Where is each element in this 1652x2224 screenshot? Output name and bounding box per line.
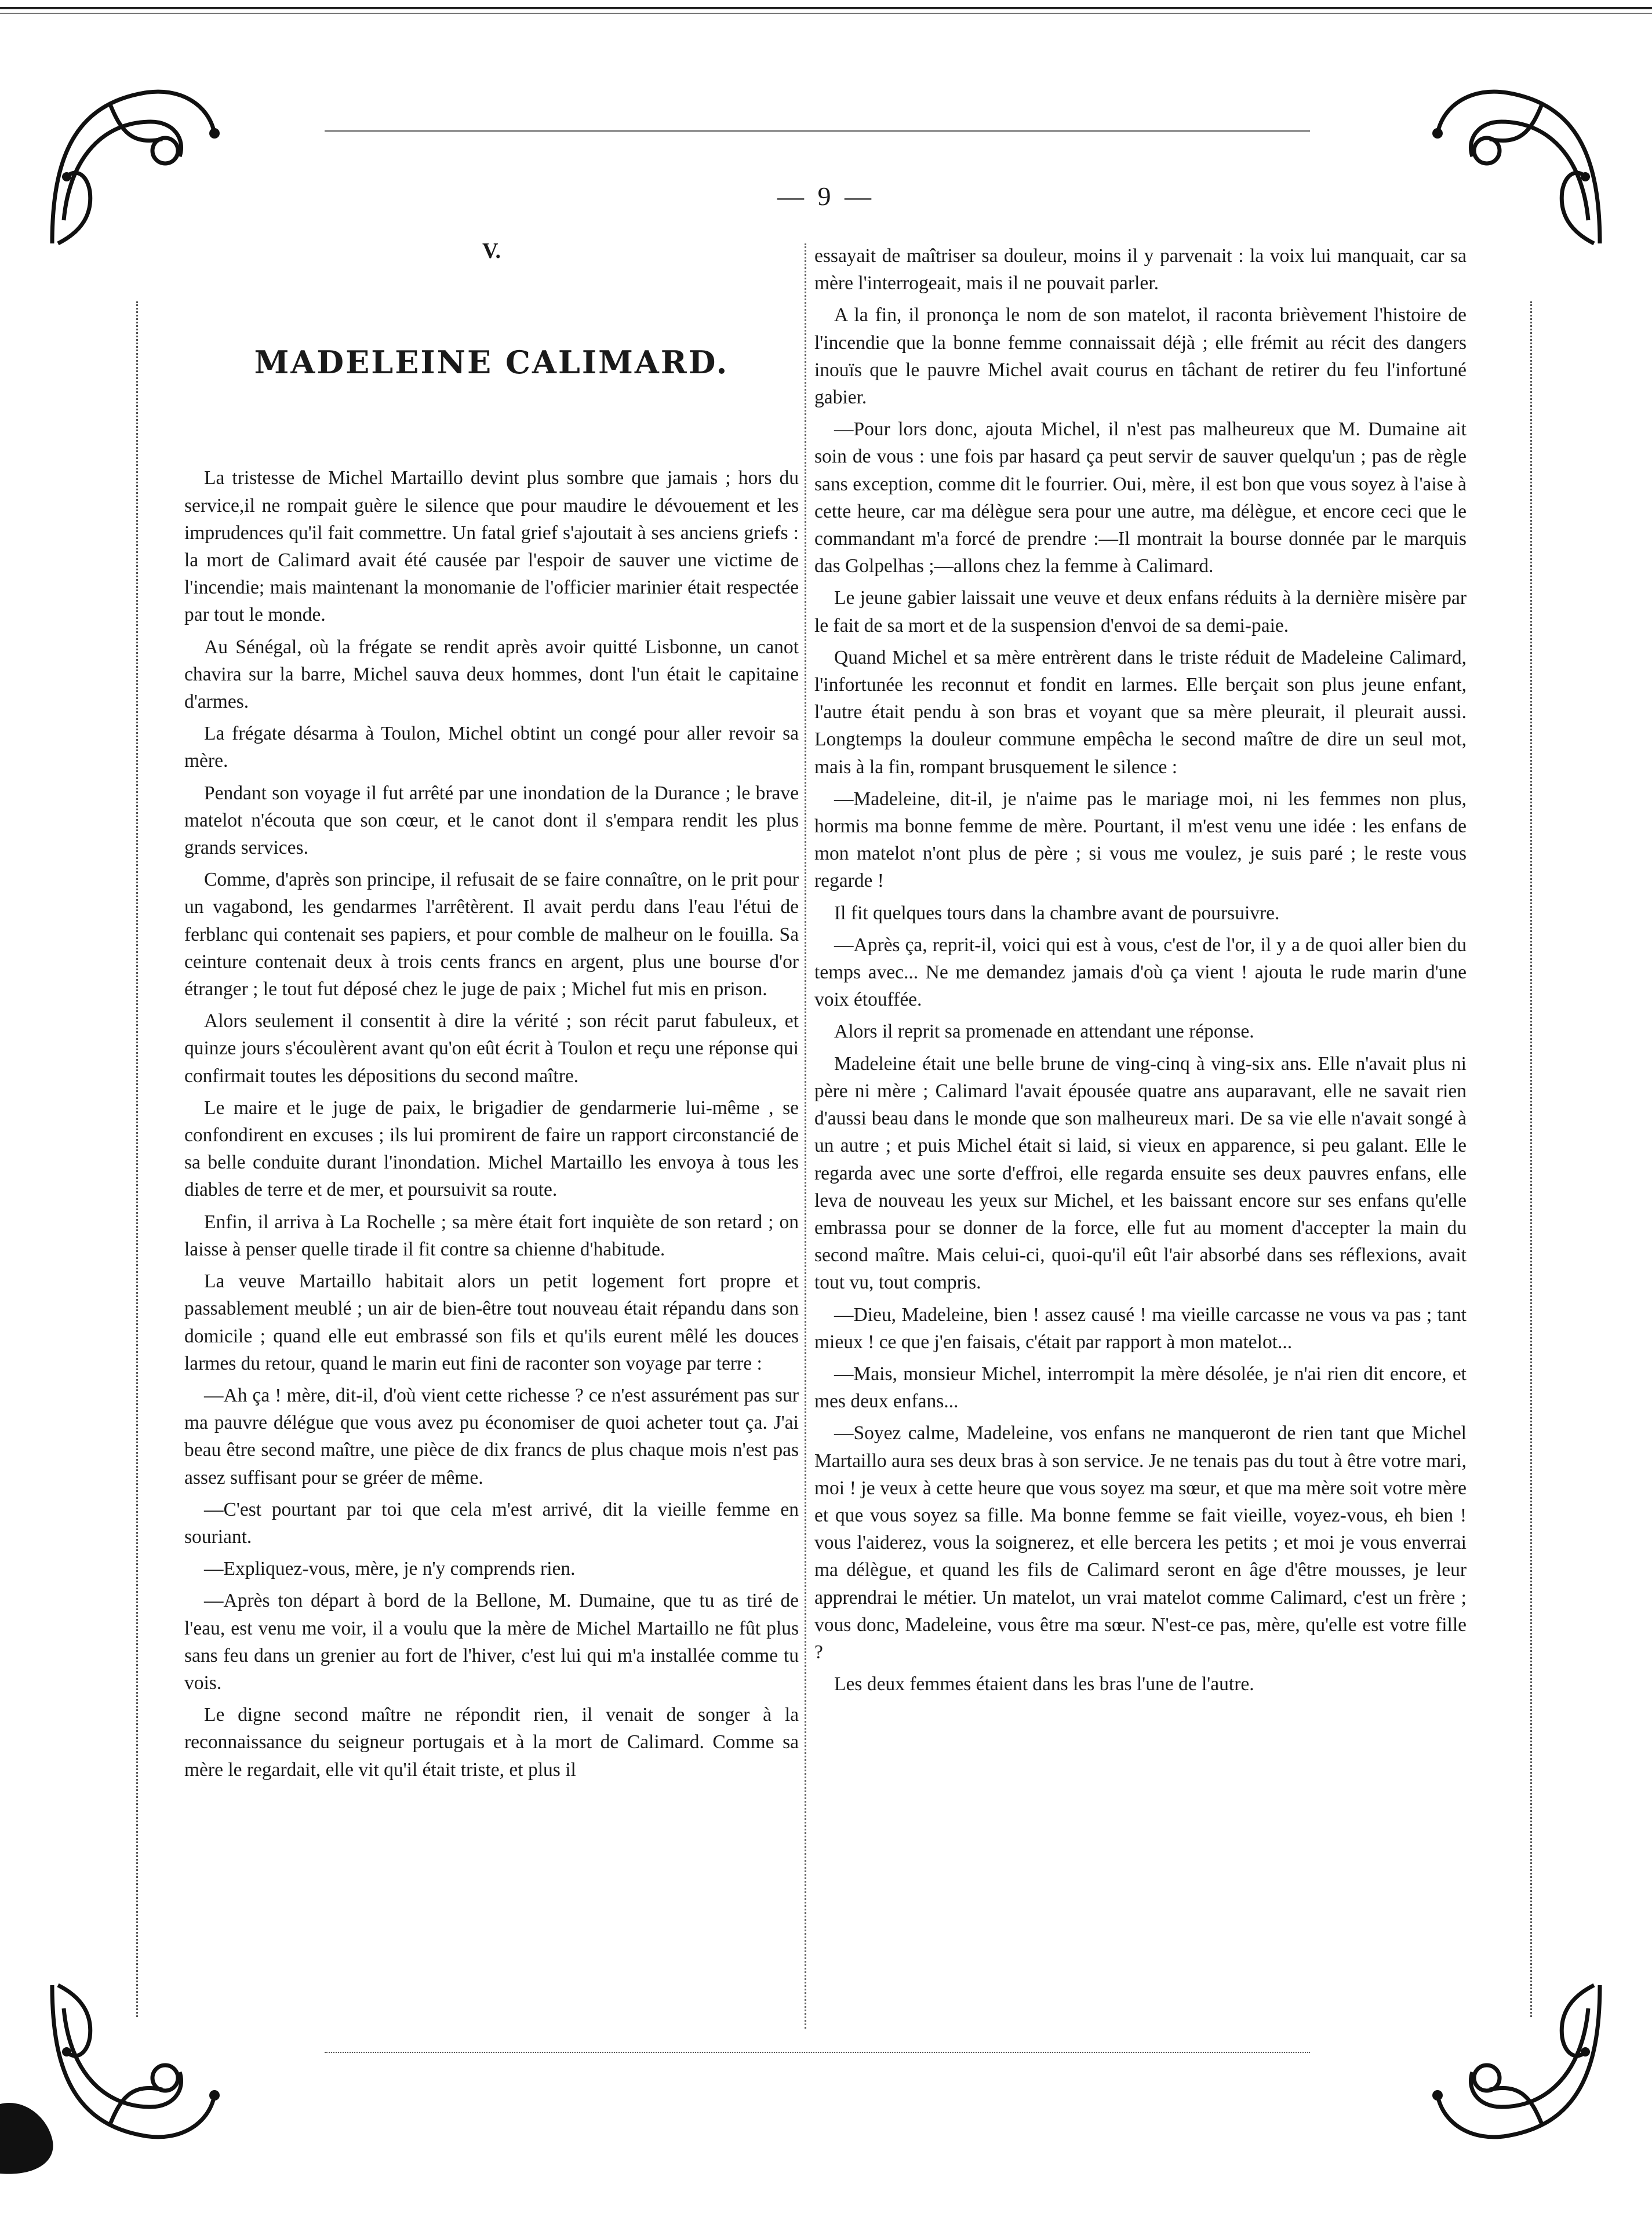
paragraph: —Pour lors donc, ajouta Michel, il n'est pas malheureux que M. Dumaine ait soin de vous : une fois par hasard ça peut servir de sauver quelqu'un ; pas de règle sans exception, comme dit le fourrier. Oui, mère, il est bon que vous soyez à l'aise à cette heure, car ma délègue sera pour une autre, ma délègue, et encore ceci que le commandant m'a forcé de prendre :—Il montrait la bourse donnée par le marquis das Golpelhas ;—allons chez la femme à Calimard. — [814, 418, 1467, 577]
paragraph: —Soyez calme, Madeleine, vos enfans ne manqueront de rien tant que Michel Martaillo aura ses deux bras à son service. Je ne tenais pas du tout à être votre mari, moi ! je veux à cette heure que vous soyez ma sœur, et que ma mère soit votre mère et que vous soyez sa fille. Ma bonne femme se fait vieille, voyez-vous, eh bien ! vous l'aiderez, vous la soignerez, et elle bercera les petits ; et moi je vous enverrai ma délègue, et quand les fils de Calimard seront en âge d'être mousses, je leur apprendrai le métier. Un matelot, un vrai matelot comme Calimard, c'est un frère ; vous donc, Madeleine, vous être ma sœur. N'est-ce pas, mère, qu'elle est votre fille ? — [814, 1422, 1467, 1663]
top-right-ornament-icon — [1420, 70, 1611, 261]
paragraph: Comme, d'après son principe, il refusait de se faire connaître, on le prit pour un vagabond, les gendarmes l'arrêtèrent. Il avait perdu dans l'eau l'étui de ferblanc qui contenait ses papiers, et pour comble de malheur on le fouilla. Sa ceinture contenait deux à trois cents francs en argent, plus une bourse d'or étranger ; le tout fut déposé chez le juge de paix ; Michel fut mis en prison. — [184, 869, 799, 1000]
paragraph: —Ah ça ! mère, dit-il, d'où vient cette richesse ? ce n'est assurément pas sur ma pauvre délégue que vous avez pu économiser de quoi acheter tout ça. J'ai beau être second maître, une pièce de dix francs de plus chaque mois n'est pas assez suffisant pour se gréer de même. — [184, 1384, 799, 1488]
paragraph: Madeleine était une belle brune de ving-cinq à ving-six ans. Elle n'avait plus ni père ni mère ; Calimard l'avait épousée quatre ans auparavant, elle ne savait rien d'aussi beau dans le monde que son malheureux mari. De sa vie elle n'avait songé à un autre ; et puis Michel était si laid, si vieux en apparence, si peu galant. Elle le regarda avec une sorte d'effroi, elle regarda ensuite ses deux pauvres enfans, elle leva de nouveau les yeux sur Michel, et les baissant encore sur ses enfans qu'elle embrassa pour se donner de la force, elle fut au moment d'accepter la main du second maître. Mais celui-ci, quoi-qu'il eût l'air absorbé dans ses réflexions, avait tout vu, tout compris. — [814, 1053, 1467, 1294]
bottom-left-ornament-icon — [41, 1968, 232, 2159]
left-column — [184, 238, 799, 1788]
frame-right-rule — [1530, 301, 1532, 2017]
top-border-rule — [0, 7, 1652, 9]
paragraph: La frégate désarma à Toulon, Michel obtint un congé pour aller revoir sa mère. — [184, 723, 799, 772]
column-divider — [805, 243, 806, 2029]
paragraph: Le digne second maître ne répondit rien, il venait de songer à la reconnaissance du seigneur portugais et à la mort de Calimard. Comme sa mère le regardait, elle vit qu'il était triste, et plus il — [184, 1704, 799, 1781]
paragraph: —Après ça, reprit-il, voici qui est à vous, c'est de l'or, il y a de quoi aller bien du temps avec... Ne me demandez jamais d'où ça vient ! ajouta le rude marin d'une voix étouffée. — [814, 934, 1467, 1011]
paragraph: —Mais, monsieur Michel, interrompit la mère désolée, je n'ai rien dit encore, et mes deux enfans... — [814, 1363, 1467, 1413]
ink-stain-icon — [0, 2098, 64, 2179]
paragraph: —Après ton départ à bord de la Bellone, M. Dumaine, que tu as tiré de l'eau, est venu me voir, il a voulu que la mère de Michel Martaillo ne fût plus sans feu dans un grenier au fort de l'hiver, c'est lui qui m'a installée comme tu vois. — [184, 1590, 799, 1694]
paragraph: Pendant son voyage il fut arrêté par une inondation de la Durance ; le brave matelot n'écouta que son cœur, et le canot dont il s'empara rendit les plus grands services. — [184, 782, 799, 859]
paragraph: Au Sénégal, où la frégate se rendit après avoir quitté Lisbonne, un canot chavira sur la barre, Michel sauva deux hommes, dont l'un était le capitaine d'armes. — [184, 636, 799, 713]
paragraph: —Expliquez-vous, mère, je n'y comprends rien. — [204, 1558, 576, 1580]
paragraph: La tristesse de Michel Martaillo devint plus sombre que jamais ; hors du service,il ne rompait guère le silence que pour maudire le dévouement et les imprudences qu'il fait commettre. Un fatal grief s'ajoutait à ses anciens griefs : la mort de Calimard avait été causée par l'espoir de sauver une victime de l'incendie; mais maintenant la monomanie de l'officier marinier était respectée par tout le monde. — [184, 467, 799, 626]
frame-left-rule — [136, 301, 138, 2017]
frame-bottom-rule — [325, 2052, 1310, 2053]
paragraph: —Dieu, Madeleine, bien ! assez causé ! ma vieille carcasse ne vous va pas ; tant mieux ! ce que j'en faisais, c'était par rapport à mon matelot... — [814, 1304, 1467, 1353]
paragraph: Quand Michel et sa mère entrèrent dans le triste réduit de Madeleine Calimard, l'infortunée les reconnut et fondit en larmes. Elle berçait son plus jeune enfant, l'autre était pendu à son bras et voyant que sa mère pleurait, il pleurait aussi. Longtemps la douleur commune empêcha le second maître de dire un seul mot, mais à la fin, rompant brusquement le silence : — [814, 646, 1467, 778]
bottom-right-ornament-icon — [1420, 1968, 1611, 2159]
paragraph: La veuve Martaillo habitait alors un petit logement fort propre et passablement meublé ; un air de bien-être tout nouveau était répandu dans son domicile ; quand elle eut embrassé son fils et qu'ils eurent mêlé les douces larmes du retour, quand le marin eut fini de raconter son voyage par terre : — [184, 1271, 799, 1374]
paragraph: Les deux femmes étaient dans les bras l'une de l'autre. — [834, 1673, 1254, 1695]
paragraph: Alors il reprit sa promenade en attendant une réponse. — [834, 1021, 1254, 1043]
paragraph: —C'est pourtant par toi que cela m'est arrivé, dit la vieille femme en souriant. — [184, 1498, 799, 1548]
page-number: — 9 — — [777, 181, 875, 211]
paragraph: —Madeleine, dit-il, je n'aime pas le mariage moi, ni les femmes non plus, hormis ma bonne femme de mère. Pourtant, il m'est venu une idée : les enfans de mon matelot n'ont plus de père ; si vous me voulez, je suis paré ; le reste vous regarde ! — [814, 788, 1467, 892]
top-left-ornament-icon — [41, 70, 232, 261]
paragraph: Le maire et le juge de paix, le brigadier de gendarmerie lui-même , se confondirent en excuses ; ils lui promirent de faire un rapport circonstancié de sa belle conduite durant l'inondation. Michel Martaillo les envoya à tous les diables de terre et de mer, et poursuivit sa route. — [184, 1097, 799, 1201]
frame-top-rule — [325, 130, 1310, 132]
paragraph: Il fit quelques tours dans la chambre avant de poursuivre. — [834, 902, 1280, 924]
top-border-rule-thin — [0, 13, 1652, 14]
right-column — [814, 242, 1467, 1702]
paragraph: Alors seulement il consentit à dire la vérité ; son récit parut fabuleux, et quinze jours s'écoulèrent avant qu'on eût écrit à Toulon et reçu une réponse qui confirmait toutes les dépositions du second maître. — [184, 1010, 799, 1087]
paragraph: essayait de maîtriser sa douleur, moins il y parvenait : la voix lui manquait, car sa mère l'interrogeait, mais il ne pouvait parler. — [814, 245, 1467, 294]
paragraph: Le jeune gabier laissait une veuve et deux enfans réduits à la dernière misère par le fait de sa mort et de la suspension d'envoi de sa demi-paie. — [814, 587, 1467, 636]
paragraph: Enfin, il arriva à La Rochelle ; sa mère était fort inquiète de son retard ; on laisse à penser quelle tirade il fit contre sa chienne d'habitude. — [184, 1211, 799, 1260]
paragraph: A la fin, il prononça le nom de son matelot, il raconta brièvement l'histoire de l'incendie que la bonne femme connaissait déjà ; elle frémit au récit des dangers inouïs que le pauvre Michel avait courus en tâchant de retirer du feu l'infortuné gabier. — [814, 304, 1467, 409]
chapter-number: V. — [482, 239, 501, 263]
chapter-title: MADELEINE CALIMARD. — [254, 344, 729, 381]
